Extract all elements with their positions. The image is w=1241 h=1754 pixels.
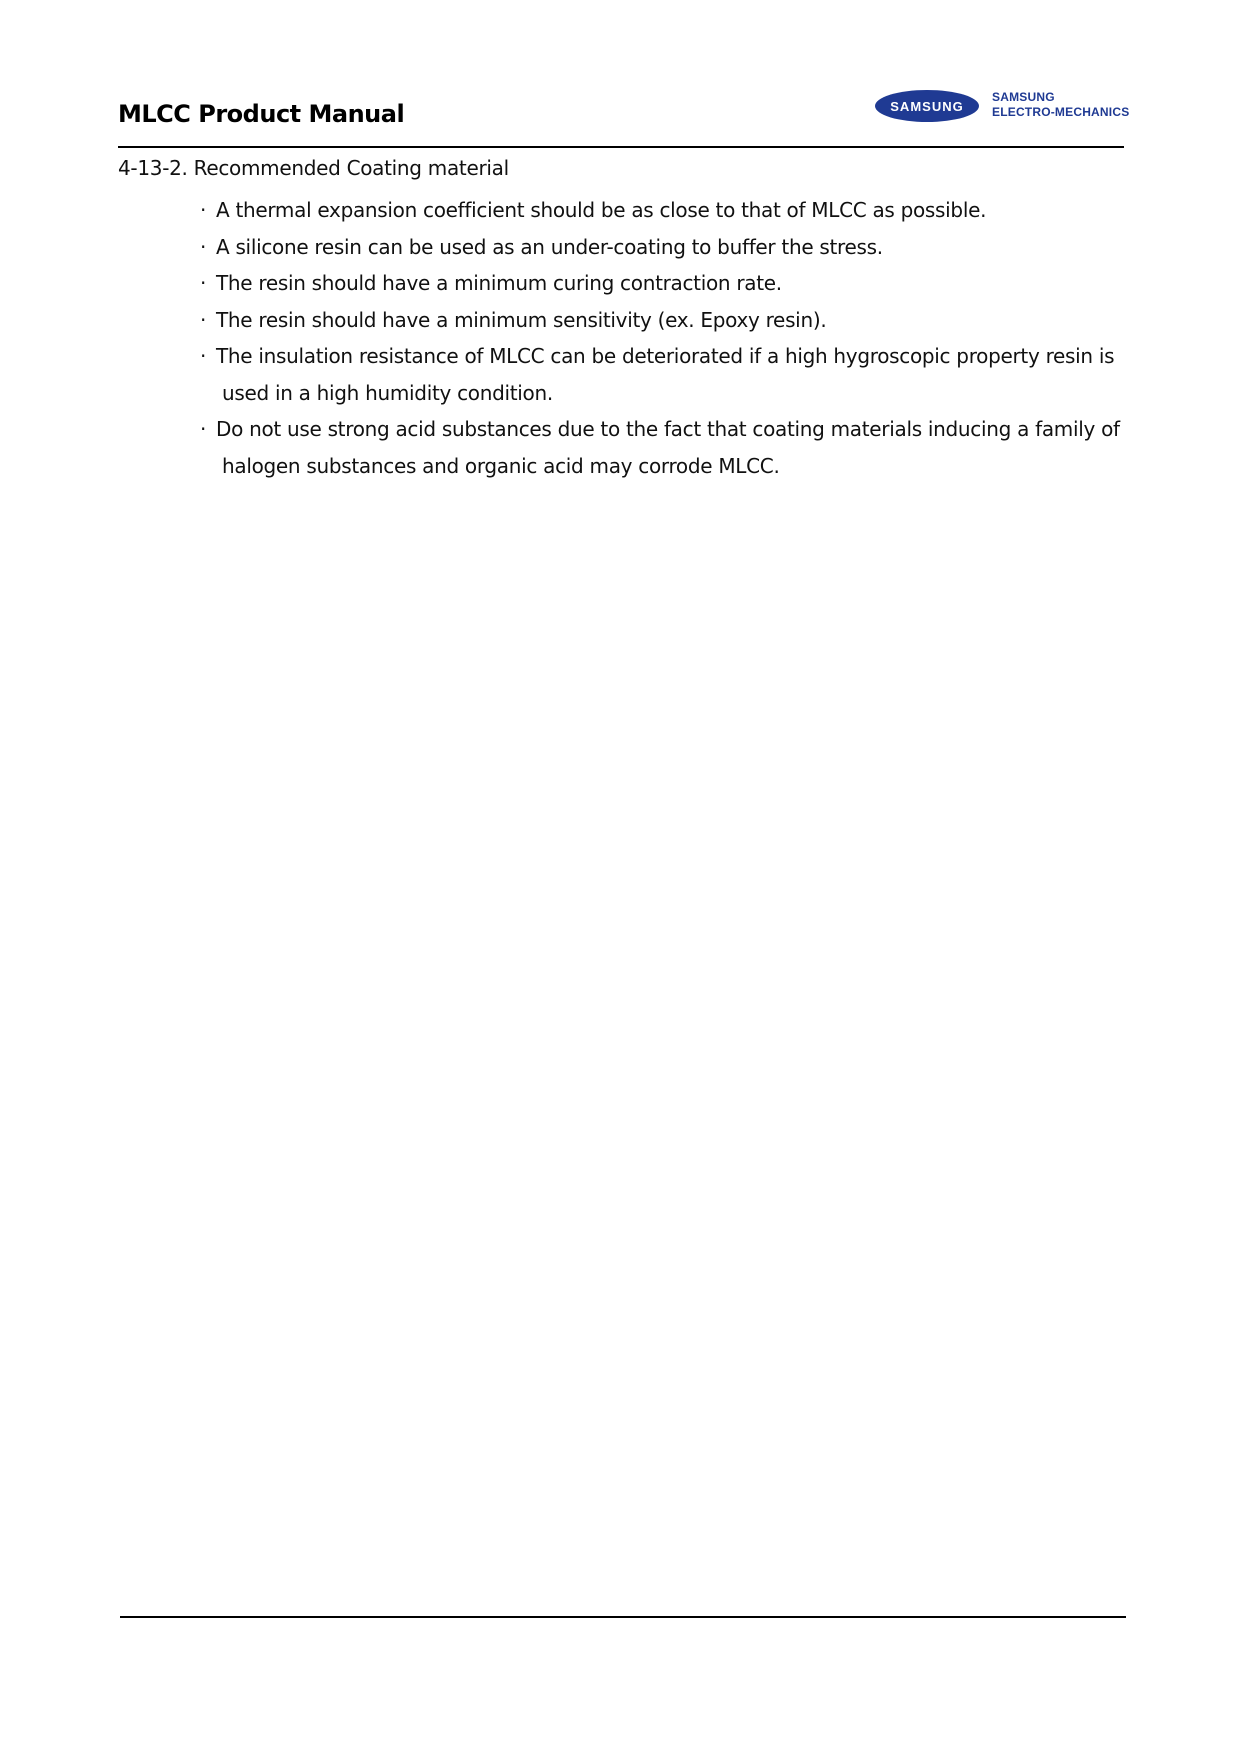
section-heading: 4-13-2. Recommended Coating material	[118, 156, 509, 180]
list-item	[200, 265, 1120, 302]
logo-line-2: ELECTRO-MECHANICS	[992, 105, 1130, 119]
list-item	[200, 338, 1120, 411]
document-title: MLCC Product Manual	[118, 100, 405, 128]
bullet-text: The insulation resistance of MLCC can be deteriorated if a high hygroscopic property resin is	[216, 344, 1115, 368]
logo-text	[992, 90, 1129, 120]
footer-divider	[120, 1616, 1126, 1618]
bullet-dot: ·	[200, 307, 207, 332]
bullet-text: A thermal expansion coefficient should be as close to that of MLCC as possible.	[216, 198, 987, 222]
bullet-dot: ·	[200, 344, 207, 368]
bullet-text: Do not use strong acid substances due to the fact that coating materials inducing a family of	[216, 417, 1120, 441]
list-item	[200, 192, 1120, 229]
header-divider	[118, 146, 1124, 148]
recommendation-list	[200, 192, 1120, 484]
list-item	[200, 411, 1120, 484]
samsung-oval-logo-icon	[874, 88, 980, 124]
bullet-text: The resin should have a minimum sensitivity (ex. Epoxy resin).	[216, 307, 827, 332]
bullet-text: halogen substances and organic acid may corrode MLCC.	[222, 453, 780, 478]
bullet-text: A silicone resin can be used as an under-coating to buffer the stress.	[216, 234, 883, 259]
bullet-dot: ·	[200, 271, 207, 295]
bullet-dot: ·	[200, 417, 207, 441]
samsung-oval-text: SAMSUNG	[890, 99, 964, 114]
list-item	[200, 229, 1120, 266]
list-item	[200, 302, 1120, 339]
logo-line-1: SAMSUNG	[992, 90, 1055, 104]
samsung-electro-mechanics-logo	[874, 86, 1134, 128]
bullet-text: The resin should have a minimum curing contraction rate.	[216, 271, 782, 295]
bullet-text: used in a high humidity condition.	[222, 380, 553, 405]
bullet-dot: ·	[200, 234, 207, 259]
bullet-dot: ·	[200, 198, 207, 222]
